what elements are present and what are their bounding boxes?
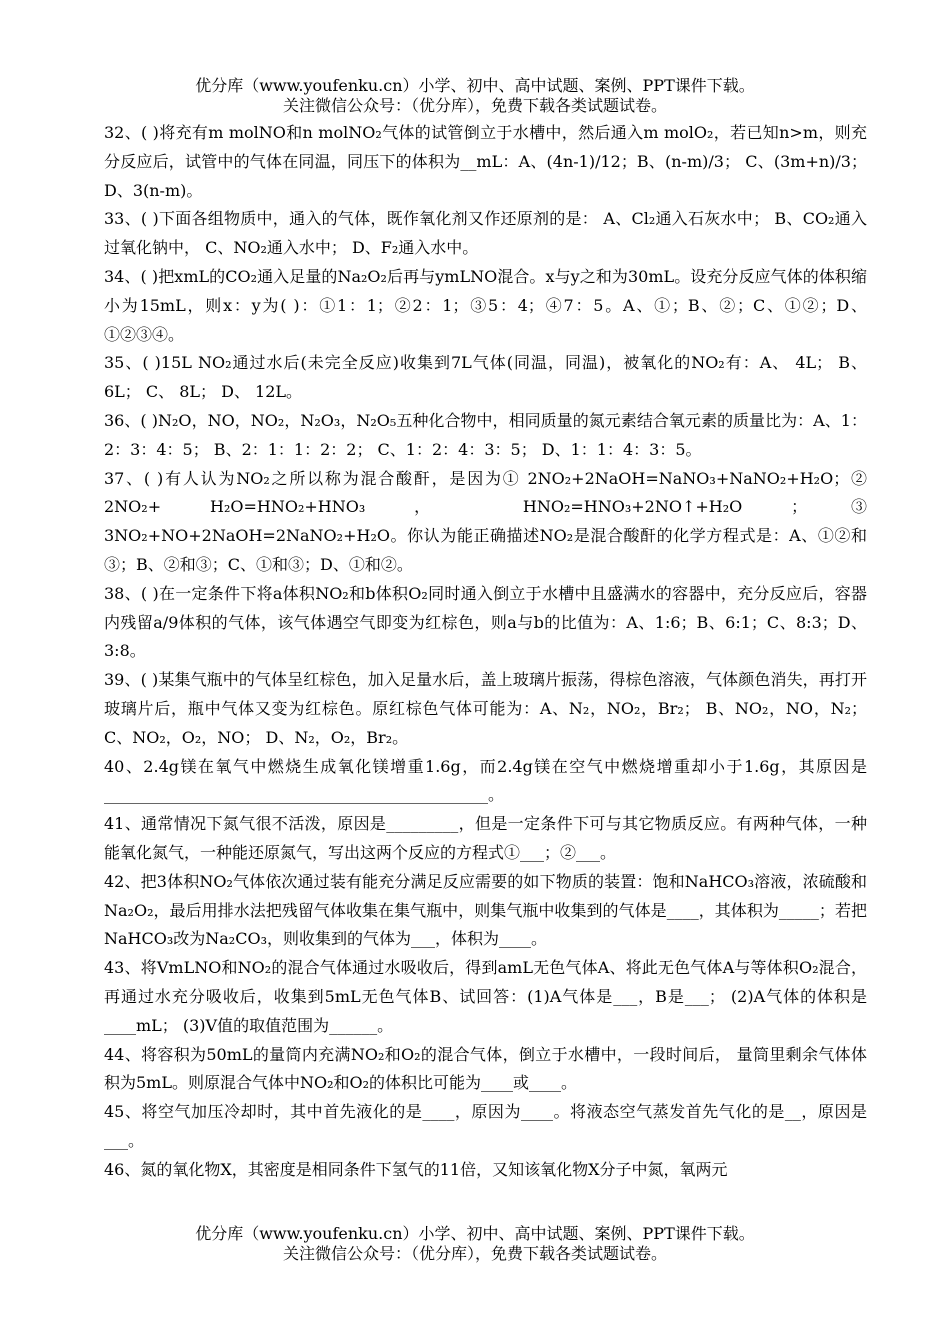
- question-37: 37、( )有人认为NO₂之所以称为混合酸酐，是因为① 2NO₂+2NaOH=NaNO₃+NaNO₂+H₂O；② 2NO₂+ H₂O=HNO₂+HNO₃ ， HNO₂=HNO₃+2NO↑+H₂O ；③ 3NO₂+NO+2NaOH=2NaNO₂+H₂O。你认为能正确描述NO₂是混合酸酐的化学方程式是：A、①②和③；B、②和③；C、①和③；D、①和②。: [104, 468, 867, 574]
- question-44: 44、将容积为50mL的量筒内充满NO₂和O₂的混合气体，倒立于水槽中，一段时间后， 量筒里剩余气体体积为5mL。则原混合气体中NO₂和O₂的体积比可能为____或____。: [104, 1044, 867, 1093]
- question-38: 38、( )在一定条件下将a体积NO₂和b体积O₂同时通入倒立于水槽中且盛满水的容器中，充分反应后，容器内残留a/9体积的气体，该气体遇空气即变为红棕色，则a与b的比值为：A、1:6；B、6:1；C、8:3；D、3:8。: [104, 583, 867, 661]
- question-list: [104, 119, 867, 1184]
- question-43: 43、将VmLNO和NO₂的混合气体通过水吸收后，得到amL无色气体A、将此无色气体A与等体积O₂混合，再通过水充分吸收后，收集到5mL无色气体B、试回答：(1)A气体是___，B是___； (2)A气体的体积是____mL； (3)V值的取值范围为______。: [104, 958, 867, 1035]
- question-34: 34、( )把xmL的CO₂通入足量的Na₂O₂后再与ymLNO混合。x与y之和为30mL。设充分反应气体的体积缩小为15mL，则x：y为( )：①1：1；②2：1；③5：4；④7：5。A、①；B、②；C、①②；D、①②③④。: [104, 266, 867, 344]
- question-40: 40、2.4g镁在氧气中燃烧生成氧化镁增重1.6g，而2.4g镁在空气中燃烧增重却小于1.6g，其原因是________________________________________________。: [104, 756, 867, 805]
- page-header: [0, 76, 950, 116]
- header-line-2: 关注微信公众号：（优分库），免费下载各类试题试卷。: [282, 96, 667, 115]
- question-42: 42、把3体积NO₂气体依次通过装有能充分满足反应需要的如下物质的装置：饱和NaHCO₃溶液，浓硫酸和Na₂O₂，最后用排水法把残留气体收集在集气瓶中，则集气瓶中收集到的气体是____，其体积为_____；若把NaHCO₃改为Na₂CO₃，则收集到的气体为___，体积为____。: [104, 871, 867, 949]
- question-41: 41、通常情况下氮气很不活泼，原因是_________，但是一定条件下可与其它物质反应。有两种气体，一种能氧化氮气，一种能还原氮气，写出这两个反应的方程式①___；②___。: [104, 814, 867, 862]
- question-33: 33、( )下面各组物质中，通入的气体，既作氧化剂又作还原剂的是： A、Cl₂通入石灰水中； B、CO₂通入过氧化钠中， C、NO₂通入水中； D、F₂通入水中。: [104, 209, 867, 258]
- question-46: 46、氮的氧化物X，其密度是相同条件下氢气的11倍，又知该氧化物X分子中氮，氧两元: [104, 1159, 728, 1179]
- footer-line-1: 优分库（www.youfenku.cn）小学、初中、高中试题、案例、PPT课件下载。: [195, 1224, 755, 1243]
- question-45: 45、将空气加压冷却时，其中首先液化的是____，原因为____。将液态空气蒸发首先气化的是__，原因是___。: [104, 1102, 867, 1150]
- question-35: 35、( )15L NO₂通过水后(未完全反应)收集到7L气体(同温，同温)，被氧化的NO₂有：A、 4L； B、 6L； C、 8L； D、 12L。: [104, 353, 867, 402]
- page-footer: [0, 1224, 950, 1264]
- footer-line-2: 关注微信公众号：（优分库），免费下载各类试题试卷。: [282, 1244, 667, 1263]
- question-32: 32、( )将充有m molNO和n molNO₂气体的试管倒立于水槽中，然后通入m molO₂，若已知n>m，则充分反应后，试管中的气体在同温，同压下的体积为__mL：A、(4n-1)/12；B、(n-m)/3； C、(3m+n)/3； D、3(n-m)。: [104, 123, 867, 200]
- question-39: 39、( )某集气瓶中的气体呈红棕色，加入足量水后，盖上玻璃片振荡，得棕色溶液，气体颜色消失，再打开玻璃片后，瓶中气体又变为红棕色。原红棕色气体可能为：A、N₂，NO₂，Br₂； B、NO₂，NO，N₂； C、NO₂，O₂，NO； D、N₂，O₂，Br₂。: [104, 670, 867, 747]
- header-line-1: 优分库（www.youfenku.cn）小学、初中、高中试题、案例、PPT课件下载。: [195, 76, 755, 95]
- question-36: 36、( )N₂O，NO，NO₂，N₂O₃，N₂O₅五种化合物中，相同质量的氮元素结合氧元素的质量比为：A、1：2：3：4：5； B、2：1：1：2：2； C、1：2：4：3：5； D、1：1：4：3：5。: [104, 410, 867, 459]
